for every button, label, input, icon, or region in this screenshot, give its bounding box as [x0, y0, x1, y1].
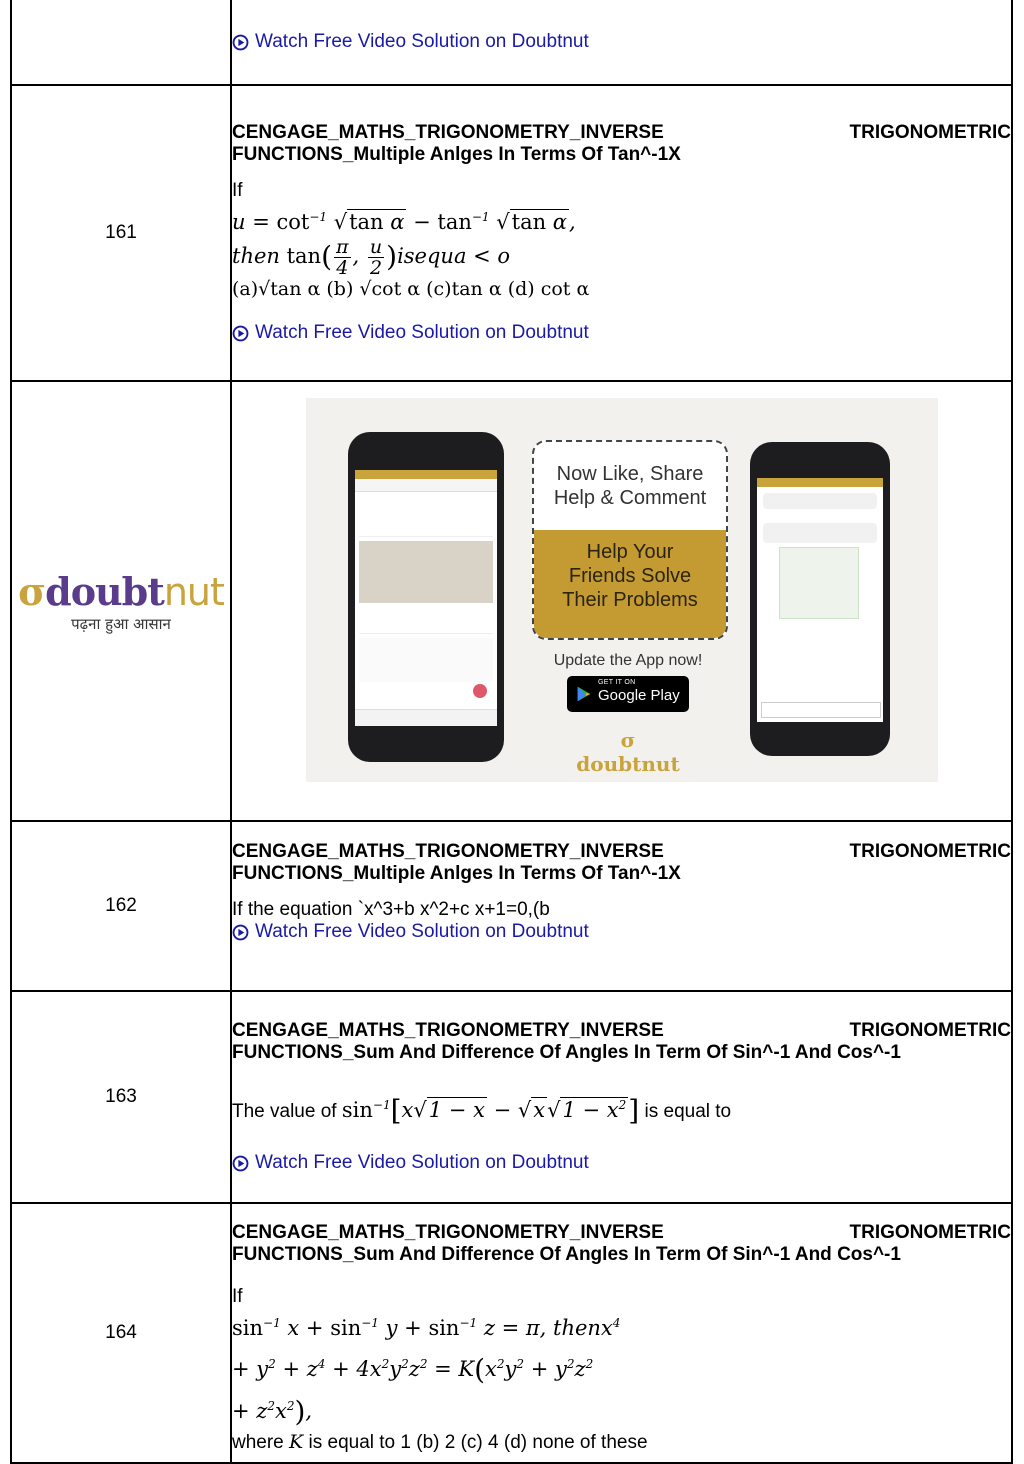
- question-cell: [231, 991, 1012, 1203]
- question-equation: $\sin^{-1}[x√1 - x - √x√1 - x^2]$: [341, 1094, 640, 1127]
- doubtnut-logo: [12, 569, 230, 634]
- category-heading: [232, 1020, 1011, 1064]
- row-content-cell: [231, 0, 1012, 85]
- promo-help-line2: Friends Solve: [568, 565, 692, 587]
- question-intro: If: [232, 1286, 243, 1307]
- logo-cell: [11, 381, 231, 821]
- question-suffix: is equal to: [644, 1101, 732, 1122]
- category-line2: FUNCTIONS_Sum And Difference Of Angles In Term Of Sin^-1 And Cos^-1: [232, 1244, 901, 1265]
- google-play-icon: [575, 685, 593, 703]
- category-line2: FUNCTIONS_Multiple Anlges In Terms Of Tan^-1X: [232, 863, 681, 884]
- category-right: TRIGONOMETRIC: [849, 841, 1011, 862]
- question-intro: If: [232, 180, 243, 201]
- update-app-text: Update the App now!: [553, 652, 703, 669]
- question-where: where: [232, 1432, 284, 1453]
- watch-video-label: Watch Free Video Solution on Doubtnut: [255, 921, 589, 942]
- question-text: [232, 1286, 1011, 1457]
- table-row: [11, 821, 1012, 991]
- question-text: [232, 1090, 1011, 1126]
- watch-video-label: Watch Free Video Solution on Doubtnut: [255, 31, 589, 52]
- watch-video-link[interactable]: [232, 1152, 1011, 1174]
- play-circle-icon: [232, 924, 249, 941]
- play-circle-icon: [232, 34, 249, 51]
- question-number: 162: [11, 821, 231, 991]
- question-equation-3: + $z^2x^2$),: [232, 1395, 313, 1428]
- promo-like-line2: Help & Comment: [553, 487, 707, 509]
- question-equation: $\sin^{-1} x + \sin^{-1} y + \sin^{-1} z = \pi$, thenx$^4$: [232, 1316, 621, 1340]
- category-line2: FUNCTIONS_Multiple Anlges In Terms Of Tan^-1X: [232, 144, 681, 165]
- promo-like-line1: Now Like, Share: [556, 463, 704, 485]
- google-play-label: Google Play: [598, 687, 680, 704]
- category-heading: [232, 841, 1011, 885]
- watch-video-label: Watch Free Video Solution on Doubtnut: [255, 1152, 589, 1173]
- answer-options: (a)√tan α (b) √cot α (c)tan α (d) cot α: [232, 278, 590, 300]
- table-row: [11, 85, 1012, 381]
- promo-help-line1: Help Your: [586, 541, 674, 563]
- watch-video-label: Watch Free Video Solution on Doubtnut: [255, 322, 589, 343]
- question-prefix: The value of: [232, 1101, 337, 1122]
- question-number: 161: [11, 85, 231, 381]
- watch-video-link[interactable]: [232, 921, 1011, 943]
- category-left: CENGAGE_MATHS_TRIGONOMETRY_INVERSE: [232, 1222, 664, 1243]
- question-equation: $u = \cot^{-1} √\tan$ $\alpha - \tan^{-1} √\tan$ α,: [232, 210, 576, 234]
- play-circle-icon: [232, 1155, 249, 1172]
- get-it-on-label: GET IT ON: [598, 679, 636, 686]
- phone-screen-feed: [355, 470, 497, 726]
- category-heading: [232, 1222, 1011, 1266]
- category-left: CENGAGE_MATHS_TRIGONOMETRY_INVERSE: [232, 122, 664, 143]
- question-equation-2: then tan( $\frac{\pi}{4}$ , $\frac{u}{2}$ )isequa < o: [232, 236, 511, 279]
- question-equation-2: + $y^2 + z^4 + 4x^2y^2z^2 = K(x^2y^2 + y^2z^2$: [232, 1353, 594, 1386]
- question-options: is equal to 1 (b) 2 (c) 4 (d) none of these: [308, 1432, 648, 1453]
- question-cell: [231, 821, 1012, 991]
- table-row: [11, 0, 1012, 85]
- category-left: CENGAGE_MATHS_TRIGONOMETRY_INVERSE: [232, 1020, 664, 1041]
- category-left: CENGAGE_MATHS_TRIGONOMETRY_INVERSE: [232, 841, 664, 862]
- question-text: [232, 180, 1011, 300]
- phone-mockup-left: [348, 432, 504, 762]
- category-right: TRIGONOMETRIC: [849, 1222, 1011, 1243]
- logo-wordmark: σdoubtnut: [18, 568, 224, 614]
- question-text: If the equation `x^3+b x^2+c x+1=0,(b: [232, 899, 550, 920]
- watch-video-link[interactable]: [232, 322, 1011, 344]
- google-play-button[interactable]: [567, 676, 689, 712]
- question-cell: [231, 1203, 1012, 1463]
- phone-mockup-right: [750, 442, 890, 756]
- question-cell: [231, 85, 1012, 381]
- table-row: [11, 991, 1012, 1203]
- promo-help-line3: Their Problems: [562, 589, 698, 611]
- question-tail: where K is equal to 1 (b) 2 (c) 4 (d) none of these: [232, 1431, 648, 1453]
- banner-brand: doubtnut: [576, 752, 680, 776]
- category-heading: [232, 122, 1011, 166]
- promo-card: [532, 440, 728, 640]
- row-number-cell: [11, 0, 231, 85]
- question-number: 164: [11, 1203, 231, 1463]
- promo-like-text: [534, 442, 726, 524]
- table-row: [11, 1203, 1012, 1463]
- logo-tagline: पढ़ना हुआ आसान: [71, 614, 171, 633]
- promo-help-box: [534, 530, 726, 638]
- category-line2: FUNCTIONS_Sum And Difference Of Angles In Term Of Sin^-1 And Cos^-1: [232, 1042, 901, 1063]
- play-circle-icon: [232, 325, 249, 342]
- phone-screen-comments: [757, 478, 883, 722]
- category-right: TRIGONOMETRIC: [849, 122, 1011, 143]
- app-promo-banner[interactable]: [306, 398, 938, 782]
- question-number: 163: [11, 991, 231, 1203]
- banner-logo: σ doubtnut: [576, 728, 680, 776]
- category-right: TRIGONOMETRIC: [849, 1020, 1011, 1041]
- watch-video-link[interactable]: [232, 31, 1011, 53]
